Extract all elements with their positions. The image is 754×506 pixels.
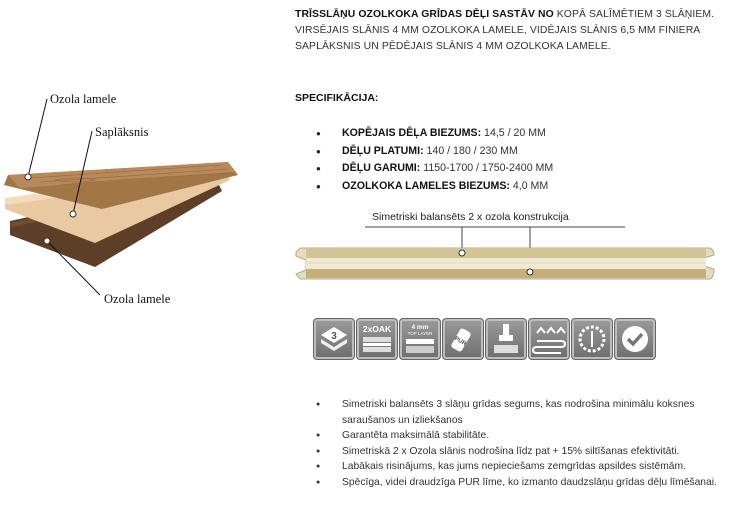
benefit-item: ● Labākais risinājums, kas jums nepieciešams zemgrīdas apsildes sistēmām. — [316, 459, 741, 475]
benefit-item: ● Simetriskā 2 x Ozola slānis nodrošina līdz pat + 15% siltīšanas efektivitāti. — [316, 444, 741, 460]
brush-icon — [485, 318, 527, 360]
svg-text:2xOAK: 2xOAK — [362, 324, 392, 334]
benefit-item: ● Spēcīga, videi draudzīga PUR līme, ko izmanto daudzslāņu grīdas dēļu līmēšanai. — [316, 475, 741, 491]
layer-label-middle: Saplāksnis — [95, 125, 149, 139]
three-layer-icon — [313, 318, 355, 360]
layer-label-top: Ozola lamele — [50, 92, 117, 106]
spec-heading: SPECIFIKĀCIJA: — [295, 92, 379, 104]
svg-text:4 mm: 4 mm — [411, 324, 429, 331]
benefit-item: ● Garantēta maksimālā stabilitāte. — [316, 428, 741, 444]
pur-glue-icon — [442, 318, 484, 360]
intro-lead: TRĪSSLĀŅU OZOLKOKA GRĪDAS DĒĻI SASTĀV NO — [295, 9, 554, 20]
svg-text:TOP LAYER: TOP LAYER — [407, 331, 433, 336]
spec-item: ● KOPĒJAIS DĒĻA BIEZUMS: 14,5 / 20 MM — [316, 125, 553, 143]
check-icon — [614, 318, 656, 360]
profile-label: Simetriski balansēts 2 x ozola konstrukcija — [372, 211, 569, 223]
two-oak-icon — [356, 318, 398, 360]
board-profile — [290, 222, 720, 288]
floor-heating-icon — [528, 318, 570, 360]
spec-list — [316, 125, 553, 195]
svg-text:3: 3 — [331, 331, 337, 342]
layer-diagram — [0, 85, 260, 315]
top-layer-icon — [399, 318, 441, 360]
benefit-item: ● Simetriski balansēts 3 slāņu grīdas segums, kas nodrošina minimālu koksnes saraušanos un izliekšanos — [316, 397, 741, 428]
benefits-list — [316, 397, 741, 491]
intro-paragraph — [295, 7, 747, 55]
spec-item: ● DĒĻU GARUMI: 1150-1700 / 1750-2400 MM — [316, 160, 553, 178]
spec-item: ● OZOLKOKA LAMELES BIEZUMS: 4,0 MM — [316, 178, 553, 196]
layer-label-bottom: Ozola lamele — [104, 292, 171, 306]
pointer-top — [28, 99, 47, 177]
spec-item: ● DĒĻU PLATUMI: 140 / 180 / 230 MM — [316, 143, 553, 161]
stability-icon — [571, 318, 613, 360]
svg-text:PUR: PUR — [453, 335, 467, 348]
intro-rest: KOPĀ SALĪMĒTIEM 3 SLĀŅIEM. VIRSĒJAIS SLĀNIS 4 MM OZOLKOKA LAMELE, VIDĒJAIS SLĀNIS 6,5 MM FINIERA SAPLĀKSNIS UN PĒDĒJAIS SLĀNIS 4 MM OZOLKOKA LAMELE. — [295, 9, 715, 52]
